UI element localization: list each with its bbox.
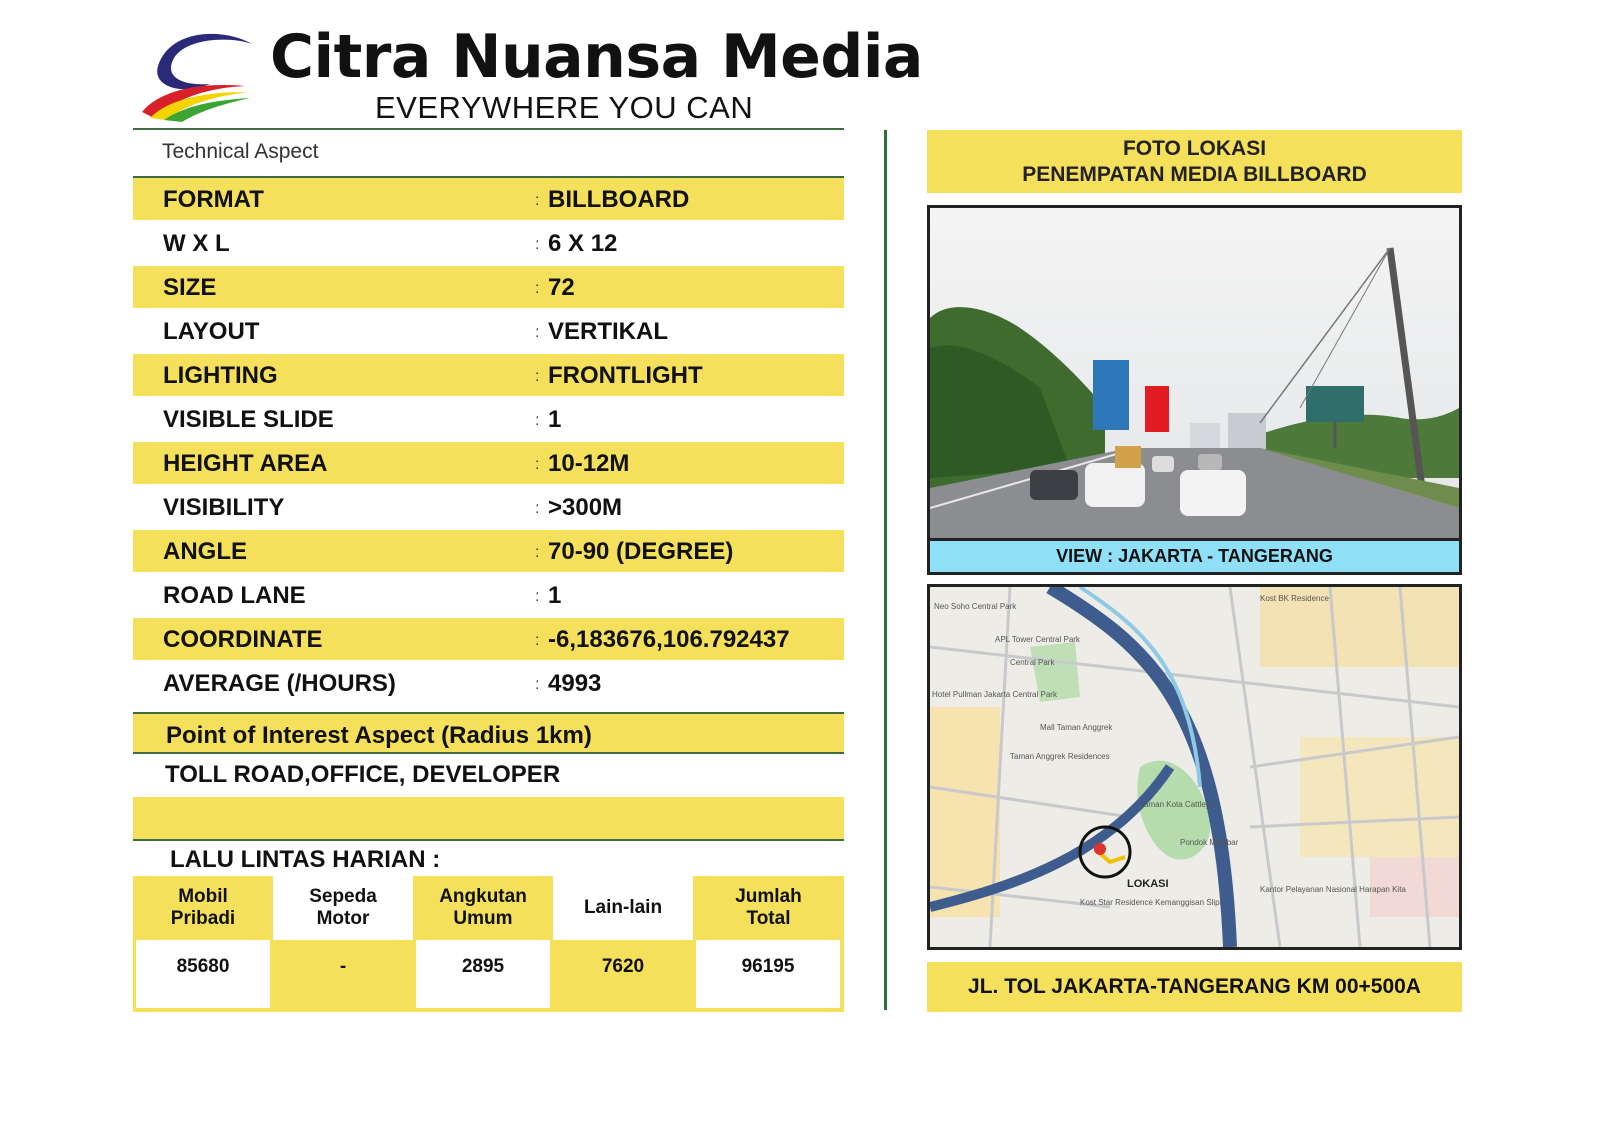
traffic-header-mobil <box>133 876 273 940</box>
tagline: EVERYWHERE YOU CAN <box>375 90 754 125</box>
location-photo <box>927 205 1462 541</box>
poi-divider <box>133 839 844 841</box>
header-line: Angkutan <box>439 886 527 907</box>
header-line: Jumlah <box>735 886 802 907</box>
spec-value: -6,183676,106.792437 <box>548 626 790 653</box>
photo-title-line2: PENEMPATAN MEDIA BILLBOARD <box>1022 163 1367 186</box>
header-divider <box>133 128 844 130</box>
traffic-table <box>133 876 844 1012</box>
traffic-header-motor <box>273 876 413 940</box>
spec-label: LIGHTING <box>163 362 278 389</box>
traffic-value-angkutan: 2895 <box>416 940 550 1008</box>
spec-separator: : <box>535 324 540 341</box>
spec-separator: : <box>535 588 540 605</box>
spec-value: >300M <box>548 494 623 521</box>
technical-aspect-heading: Technical Aspect <box>162 140 319 163</box>
map-label: Kantor Pelayanan Nasional Harapan Kita <box>1260 885 1406 894</box>
map-label: APL Tower Central Park <box>995 635 1080 644</box>
spec-label: COORDINATE <box>163 626 323 653</box>
address-label: JL. TOL JAKARTA-TANGERANG KM 00+500A <box>927 962 1462 1012</box>
map-label: Neo Soho Central Park <box>934 602 1017 611</box>
spec-separator: : <box>535 676 540 693</box>
header-line: Sepeda <box>309 886 377 907</box>
spec-label: AVERAGE (/HOURS) <box>163 670 396 697</box>
vertical-divider <box>884 130 887 1010</box>
spec-row-road-lane <box>133 574 844 616</box>
spec-value: 70-90 (DEGREE) <box>548 538 734 565</box>
header-line: Mobil <box>178 886 228 907</box>
spec-separator: : <box>535 456 540 473</box>
spec-value: BILLBOARD <box>548 186 690 213</box>
spec-row-format <box>133 178 844 220</box>
spec-label: LAYOUT <box>163 318 260 345</box>
traffic-header-angkutan <box>413 876 553 940</box>
spec-row-coordinate <box>133 618 844 660</box>
traffic-value-motor: - <box>339 956 347 977</box>
poi-values: TOLL ROAD,OFFICE, DEVELOPER <box>165 761 561 788</box>
map-label: Kost BK Residence <box>1260 594 1329 603</box>
spec-label: VISIBILITY <box>163 494 285 521</box>
spec-row-angle <box>133 530 844 572</box>
spec-separator: : <box>535 236 540 253</box>
spec-label: VISIBLE SLIDE <box>163 406 334 433</box>
header-line: Total <box>746 908 791 929</box>
spec-label: HEIGHT AREA <box>163 450 328 477</box>
spec-separator: : <box>535 500 540 517</box>
header-line: Umum <box>453 908 513 929</box>
poi-title: Point of Interest Aspect (Radius 1km) <box>166 722 592 749</box>
spec-separator: : <box>535 280 540 297</box>
traffic-header-jumlah <box>693 876 844 940</box>
location-map <box>927 584 1462 950</box>
map-label: Hotel Pullman Jakarta Central Park <box>932 690 1057 699</box>
spec-separator: : <box>535 632 540 649</box>
spec-value: 10-12M <box>548 450 630 477</box>
spec-row-average <box>133 662 844 704</box>
map-label: Mall Taman Anggrek <box>1040 723 1113 732</box>
spec-label: FORMAT <box>163 186 264 213</box>
spec-value: 72 <box>548 274 575 301</box>
spec-row-layout <box>133 310 844 352</box>
map-label: Pondok Malabar <box>1180 838 1239 847</box>
map-label: Central Park <box>1010 658 1055 667</box>
spec-label: ROAD LANE <box>163 582 306 609</box>
brand-name: Citra Nuansa Media <box>270 22 923 92</box>
map-label: Taman Kota Cattleya <box>1140 800 1215 809</box>
photo-section-header <box>927 130 1462 193</box>
spec-row-lighting <box>133 354 844 396</box>
view-direction-label: VIEW : JAKARTA - TANGERANG <box>927 541 1462 575</box>
spec-label: W X L <box>163 230 230 257</box>
spec-value: 4993 <box>548 670 602 697</box>
spec-separator: : <box>535 544 540 561</box>
spec-row-height-area <box>133 442 844 484</box>
map-label-lokasi: LOKASI <box>1127 878 1169 890</box>
empty-yellow-bar <box>133 797 844 839</box>
spec-separator: : <box>535 192 540 209</box>
photo-title-line1: FOTO LOKASI <box>1122 137 1267 160</box>
spec-row-visibility <box>133 486 844 528</box>
spec-row-wxl <box>133 222 844 264</box>
traffic-value-lain: 7620 <box>601 956 645 977</box>
spec-value: VERTIKAL <box>548 318 668 345</box>
spec-label: ANGLE <box>163 538 247 565</box>
spec-value: 1 <box>548 406 562 433</box>
traffic-value-jumlah: 96195 <box>696 940 840 1008</box>
spec-value: FRONTLIGHT <box>548 362 703 389</box>
traffic-value-mobil: 85680 <box>136 940 270 1008</box>
header-line: Pribadi <box>170 908 236 929</box>
header-line: Lain-lain <box>583 897 663 918</box>
spec-value: 1 <box>548 582 562 609</box>
spec-separator: : <box>535 412 540 429</box>
spec-row-visible-slide <box>133 398 844 440</box>
map-label: Kost Star Residence Kemanggisan Slipi <box>1080 898 1222 907</box>
billboard-highlight <box>1145 386 1169 432</box>
traffic-title: LALU LINTAS HARIAN : <box>170 846 441 873</box>
map-label: Taman Anggrek Residences <box>1010 752 1110 761</box>
spec-value: 6 X 12 <box>548 230 618 257</box>
spec-separator: : <box>535 368 540 385</box>
company-logo <box>140 26 260 122</box>
spec-row-size <box>133 266 844 308</box>
poi-heading-bar <box>133 712 844 754</box>
header-line: Motor <box>316 908 370 929</box>
traffic-header-lain <box>553 876 693 940</box>
spec-label: SIZE <box>163 274 217 301</box>
